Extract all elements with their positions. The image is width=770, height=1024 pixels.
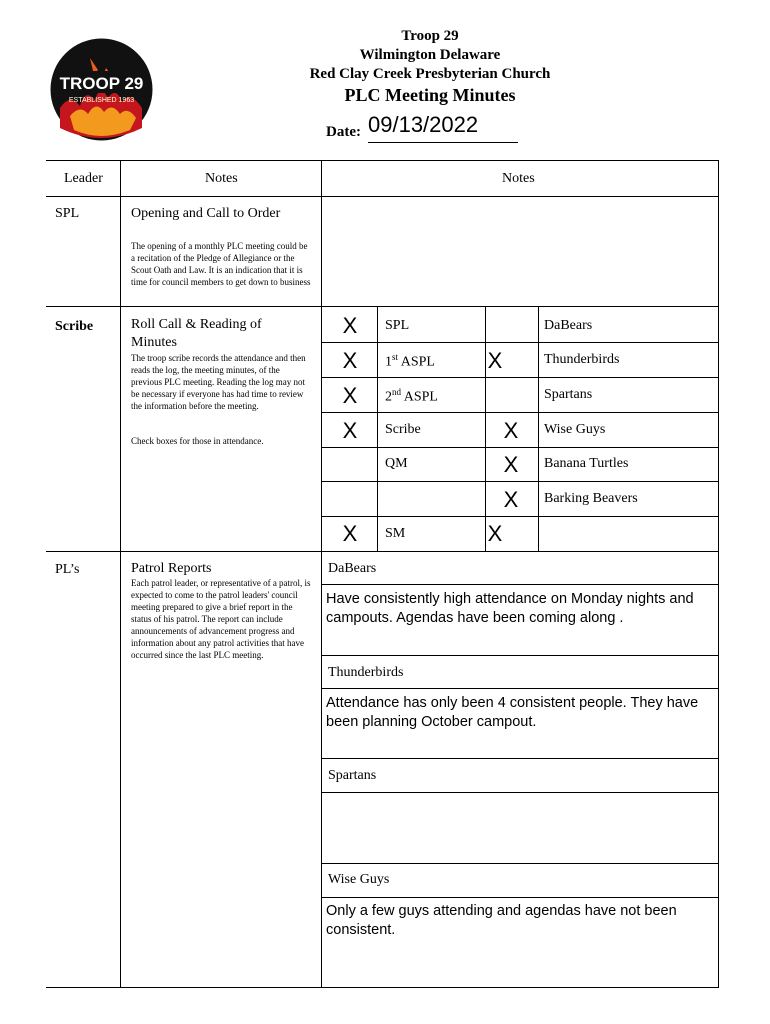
notes-column-header: Notes [205, 171, 238, 186]
report-patrol-dabears: DaBears [328, 561, 377, 576]
scribe-heading: Roll Call & Reading of [131, 317, 262, 332]
pl-heading: Patrol Reports [131, 561, 212, 576]
checkbox-1st-aspl[interactable]: X [342, 348, 358, 373]
role-label-1st-aspl: 1st ASPL [385, 352, 435, 370]
page-title: PLC Meeting Minutes [344, 85, 516, 105]
troop-name: Troop 29 [401, 28, 459, 44]
report-patrol-wise-guys: Wise Guys [328, 872, 390, 887]
report-patrol-thunderbirds: Thunderbirds [328, 665, 404, 680]
report-patrol-spartans: Spartans [328, 768, 377, 783]
scribe-heading-2: Minutes [131, 335, 177, 350]
spl-heading: Opening and Call to Order [131, 206, 281, 221]
date-underline [368, 142, 518, 143]
checkbox-sm[interactable]: X [342, 521, 358, 546]
role-label-spl: SPL [385, 318, 410, 333]
checkbox-scribe[interactable]: X [342, 418, 358, 443]
report-text-thunderbirds[interactable]: Attendance has only been 4 consistent people. They have been planning October campout. [326, 695, 699, 730]
checkbox-blank-patrol[interactable]: X [487, 521, 503, 546]
logo-text: TROOP 29 [59, 74, 144, 93]
role-label-scribe: Scribe [385, 422, 421, 437]
patrol-label-thunderbirds: Thunderbirds [544, 352, 620, 367]
role-label-2nd-aspl: 2nd ASPL [385, 387, 438, 405]
scribe-leader: Scribe [55, 319, 94, 334]
report-text-spartans[interactable] [326, 798, 716, 858]
checkbox-wise-guys[interactable]: X [503, 418, 519, 443]
church-name: Red Clay Creek Presbyterian Church [309, 66, 551, 82]
notes-column-header-2: Notes [502, 171, 535, 186]
troop-logo [50, 38, 153, 141]
scribe-note: Check boxes for those in attendance. [131, 436, 264, 446]
checkbox-banana-turtles[interactable]: X [503, 452, 519, 477]
city: Wilmington Delaware [359, 47, 501, 63]
patrol-label-wise-guys: Wise Guys [544, 422, 606, 437]
logo-subtext: ESTABLISHED 1963 [68, 97, 135, 104]
checkbox-barking-beavers[interactable]: X [503, 487, 519, 512]
role-label-sm: SM [385, 526, 406, 541]
checkbox-2nd-aspl[interactable]: X [342, 383, 358, 408]
date-label: Date: [326, 124, 361, 140]
pl-description: Each patrol leader, or representative of a patrol, is expected to come to the patrol leaders' council meeting prepared to give a brief report in the status of his patrol. The report can include announcements of advancement progress and information about any patrol activities that have occurred since the last PLC meeting. [131, 578, 311, 660]
patrol-label-barking-beavers: Barking Beavers [544, 491, 638, 506]
role-label-qm: QM [385, 456, 408, 471]
report-text-wise-guys[interactable]: Only a few guys attending and agendas have not been consistent. [326, 903, 677, 938]
date-value[interactable]: 09/13/2022 [368, 112, 479, 137]
report-text-dabears[interactable]: Have consistently high attendance on Monday nights and campouts. Agendas have been coming along . [326, 591, 694, 626]
patrol-label-dabears: DaBears [544, 318, 593, 333]
leader-column-header: Leader [64, 171, 103, 186]
checkbox-thunderbirds[interactable]: X [487, 348, 503, 373]
patrol-label-banana-turtles: Banana Turtles [544, 456, 629, 471]
spl-leader: SPL [55, 206, 80, 221]
pl-leader: PL’s [55, 562, 80, 577]
patrol-label-spartans: Spartans [544, 387, 593, 402]
spl-description: The opening of a monthly PLC meeting could be a recitation of the Pledge of Allegiance or the Scout Oath and Law. It is an indication that it is time for council members to get down to business [131, 241, 311, 287]
checkbox-spl[interactable]: X [342, 313, 358, 338]
scribe-description: The troop scribe records the attendance and then reads the log, the meeting minutes, of the previous PLC meeting. Reading the log may not be necessary if everyone has had time to review the information before the meeting. [131, 353, 306, 411]
